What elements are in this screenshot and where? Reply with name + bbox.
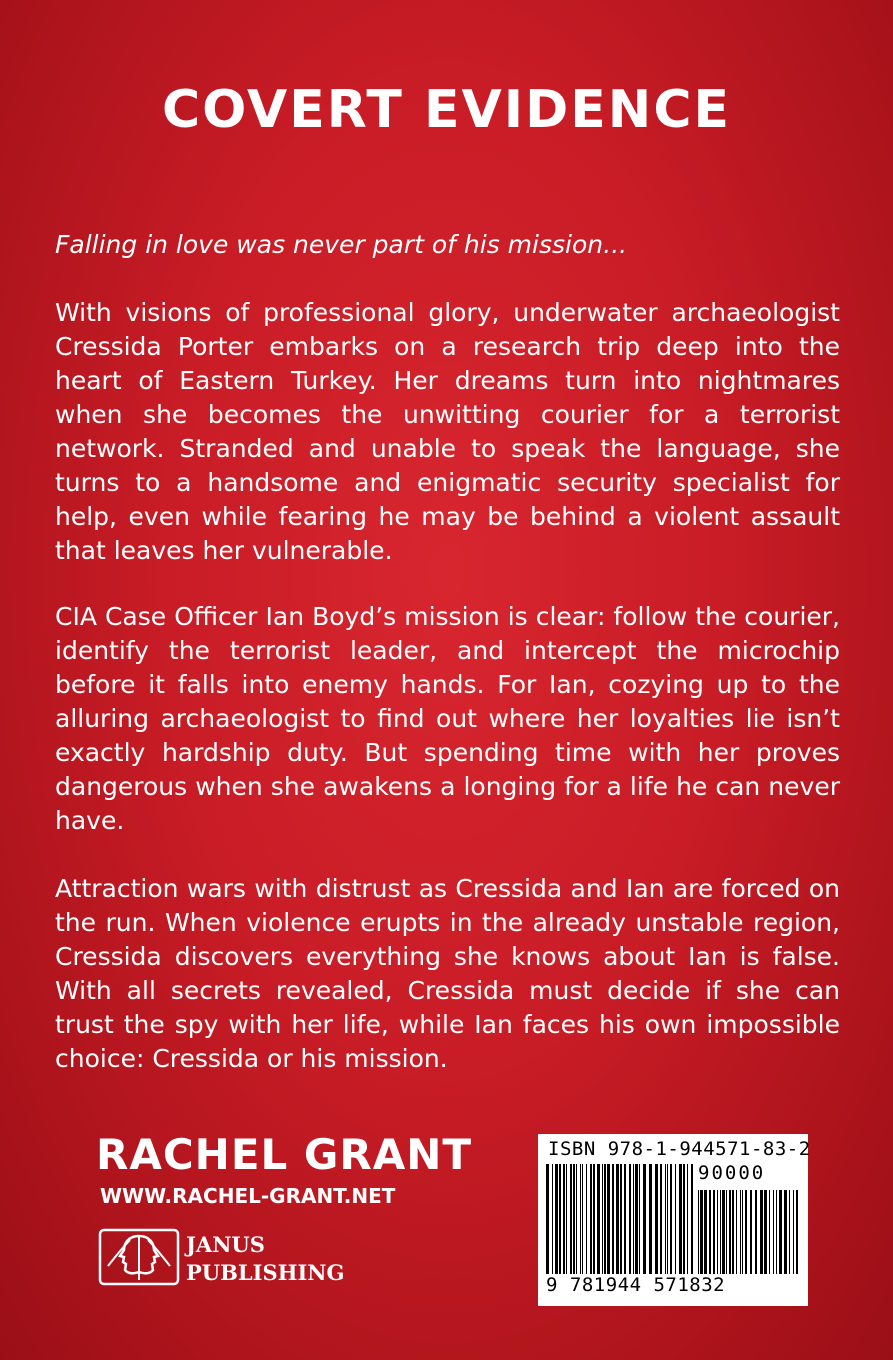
barcode-bar bbox=[620, 1164, 622, 1276]
barcode-bar bbox=[713, 1190, 715, 1274]
publisher-line-1: JANUS bbox=[186, 1232, 265, 1257]
barcode-bar bbox=[660, 1164, 662, 1276]
barcode-bar bbox=[649, 1164, 652, 1276]
barcode-bar bbox=[624, 1164, 626, 1276]
barcode-bar bbox=[755, 1190, 757, 1274]
barcode-bar bbox=[687, 1164, 688, 1276]
barcode-bar bbox=[629, 1164, 631, 1276]
barcode bbox=[538, 1134, 811, 1306]
barcode-bar bbox=[563, 1164, 565, 1276]
blurb-paragraph-2: CIA Case Officer Ian Boyd’s mission is clear: follow the courier, identify the terrorist leader, and intercept the microchip before it falls into enemy hands. For Ian, cozying up to the alluring archaeologist to find out where her loyalties lie isn’t exactly hardship duty. But spending time with her proves dangerous when she awakens a longing for a life he can never have. bbox=[55, 602, 840, 835]
barcode-bar bbox=[722, 1190, 725, 1274]
barcode-addon-bars bbox=[698, 1190, 798, 1274]
barcode-bar bbox=[698, 1190, 699, 1274]
barcode-bar bbox=[559, 1164, 561, 1276]
barcode-bar bbox=[635, 1164, 638, 1276]
barcode-bar bbox=[552, 1164, 553, 1276]
barcode-bar bbox=[773, 1190, 774, 1274]
isbn-label: ISBN 978-1-944571-83-2 bbox=[548, 1138, 811, 1160]
ean-number: 9 781944 571832 bbox=[546, 1274, 726, 1296]
tagline: Falling in love was never part of his mission... bbox=[55, 230, 627, 259]
barcode-bar bbox=[573, 1164, 575, 1276]
barcode-bar bbox=[580, 1164, 581, 1276]
blurb-paragraph-1: With visions of professional glory, underwater archaeologist Cressida Porter embarks on a research trip deep into the heart of Eastern Turkey. Her dreams turn into nightmares when she becomes the unwitting courier for a terrorist network. Stranded and unable to speak the language, she turns to a handsome and enigmatic security specialist for help, even while fearing he may be behind a violent assault that leaves her vulnerable. bbox=[55, 298, 840, 565]
barcode-bar bbox=[745, 1190, 747, 1274]
barcode-bar bbox=[789, 1190, 790, 1274]
barcode-bar bbox=[566, 1164, 567, 1276]
barcode-addon-number: 90000 bbox=[698, 1162, 766, 1184]
barcode-bar bbox=[590, 1164, 592, 1276]
barcode-bar bbox=[616, 1164, 619, 1276]
barcode-bar bbox=[742, 1190, 743, 1274]
barcode-bar bbox=[643, 1164, 646, 1276]
barcode-bar bbox=[717, 1190, 718, 1274]
barcode-bar bbox=[667, 1164, 668, 1276]
barcode-bar bbox=[655, 1164, 658, 1276]
author-website: WWW.RACHEL-GRANT.NET bbox=[100, 1184, 396, 1208]
barcode-bar bbox=[612, 1164, 614, 1276]
barcode-bar bbox=[679, 1164, 682, 1276]
barcode-bar bbox=[704, 1190, 707, 1274]
barcode-bar bbox=[732, 1190, 734, 1274]
barcode-bar bbox=[769, 1190, 770, 1274]
barcode-bar bbox=[670, 1164, 672, 1276]
author-name: RACHEL GRANT bbox=[96, 1130, 473, 1179]
publisher-logo bbox=[98, 1226, 358, 1292]
barcode-bar bbox=[760, 1190, 763, 1274]
barcode-bar bbox=[602, 1164, 603, 1276]
barcode-bar bbox=[586, 1164, 587, 1276]
barcode-bar bbox=[784, 1190, 787, 1274]
blurb-paragraph-3: Attraction wars with distrust as Cressida and Ian are forced on the run. When violence erupts in the already unstable region, Cressida discovers everything she knows about Ian is false. With all secrets revealed, Cressida must decide if she can trust the spy with her life, while Ian faces his own impossible choice: Cressida or his mission. bbox=[55, 874, 840, 1073]
janus-faces-icon bbox=[98, 1226, 180, 1288]
barcode-bar bbox=[779, 1190, 782, 1274]
barcode-bar bbox=[700, 1190, 703, 1274]
barcode-bar bbox=[570, 1164, 572, 1276]
book-title: COVERT EVIDENCE bbox=[161, 80, 732, 140]
barcode-bar bbox=[726, 1190, 727, 1274]
barcode-bar bbox=[604, 1164, 606, 1276]
barcode-bar bbox=[607, 1164, 610, 1276]
barcode-bar bbox=[582, 1164, 583, 1276]
barcode-bar bbox=[796, 1190, 798, 1274]
barcode-bar bbox=[740, 1190, 741, 1274]
barcode-bar bbox=[683, 1164, 685, 1276]
barcode-bar bbox=[546, 1164, 549, 1276]
publisher-line-2: PUBLISHING bbox=[186, 1260, 345, 1285]
barcode-bar bbox=[793, 1190, 794, 1274]
barcode-bar bbox=[720, 1190, 721, 1274]
barcode-bar bbox=[776, 1190, 777, 1274]
barcode-bar bbox=[593, 1164, 595, 1276]
barcode-bar bbox=[750, 1190, 752, 1274]
barcode-bar bbox=[639, 1164, 640, 1276]
barcode-bar bbox=[764, 1190, 767, 1274]
barcode-bar bbox=[597, 1164, 600, 1276]
barcode-bar bbox=[665, 1164, 666, 1276]
barcode-bar bbox=[555, 1164, 558, 1276]
barcode-bar bbox=[691, 1164, 693, 1276]
barcode-bar bbox=[736, 1190, 737, 1274]
barcode-bar bbox=[576, 1164, 577, 1276]
barcode-bar bbox=[633, 1164, 634, 1276]
barcode-bars bbox=[546, 1164, 694, 1276]
barcode-bar bbox=[729, 1190, 731, 1274]
barcode-bar bbox=[709, 1190, 711, 1274]
barcode-bar bbox=[675, 1164, 676, 1276]
